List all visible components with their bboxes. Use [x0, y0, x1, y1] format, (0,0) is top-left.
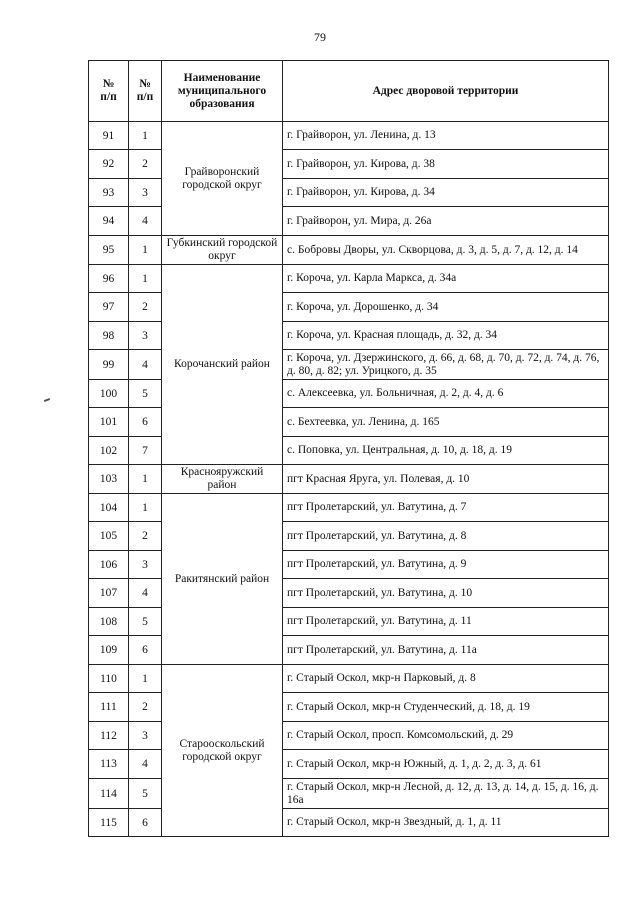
- address-cell: пгт Пролетарский, ул. Ватутина, д. 11а: [283, 636, 609, 665]
- address-cell: г. Грайворон, ул. Мира, д. 26а: [283, 207, 609, 236]
- row-number: 100: [89, 380, 129, 408]
- row-number: 91: [89, 122, 129, 150]
- row-number: 92: [89, 150, 129, 179]
- header-address: Адрес дворовой территории: [283, 61, 609, 122]
- row-number: 110: [89, 665, 129, 693]
- address-cell: пгт Красная Яруга, ул. Полевая, д. 10: [283, 465, 609, 494]
- table-row: [89, 494, 609, 522]
- address-cell: с. Поповка, ул. Центральная, д. 10, д. 18, д. 19: [283, 437, 609, 465]
- address-cell: г. Короча, ул. Красная площадь, д. 32, д. 34: [283, 322, 609, 350]
- address-cell: г. Старый Оскол, мкр-н Студенческий, д. 18, д. 19: [283, 693, 609, 722]
- row-sub-number: 1: [129, 236, 162, 265]
- row-number: 99: [89, 350, 129, 380]
- row-sub-number: 7: [129, 437, 162, 465]
- address-cell: с. Бехтеевка, ул. Ленина, д. 165: [283, 408, 609, 437]
- row-sub-number: 3: [129, 179, 162, 207]
- table-row: [89, 236, 609, 265]
- municipality-cell: Ракитянский район: [162, 494, 283, 665]
- row-number: 112: [89, 722, 129, 750]
- courtyard-registry-table: [88, 60, 609, 837]
- row-sub-number: 4: [129, 750, 162, 779]
- address-cell: г. Грайворон, ул. Кирова, д. 38: [283, 150, 609, 179]
- table-row: [89, 665, 609, 693]
- header-sub-num: № п/п: [129, 61, 162, 122]
- row-sub-number: 4: [129, 207, 162, 236]
- table-row: [89, 265, 609, 293]
- address-cell: г. Короча, ул. Дзержинского, д. 66, д. 68, д. 70, д. 72, д. 74, д. 76, д. 80, д. 82; ул. Урицкого, д. 35: [283, 350, 609, 380]
- address-cell: пгт Пролетарский, ул. Ватутина, д. 9: [283, 551, 609, 579]
- row-sub-number: 6: [129, 636, 162, 665]
- address-cell: г. Короча, ул. Дорошенко, д. 34: [283, 293, 609, 322]
- row-number: 105: [89, 522, 129, 551]
- row-number: 115: [89, 809, 129, 837]
- row-sub-number: 3: [129, 722, 162, 750]
- row-number: 103: [89, 465, 129, 494]
- row-number: 94: [89, 207, 129, 236]
- row-number: 104: [89, 494, 129, 522]
- row-sub-number: 2: [129, 150, 162, 179]
- row-sub-number: 5: [129, 380, 162, 408]
- row-number: 102: [89, 437, 129, 465]
- municipality-cell: Губкинский городской округ: [162, 236, 283, 265]
- address-cell: г. Старый Оскол, просп. Комсомольский, д. 29: [283, 722, 609, 750]
- row-sub-number: 2: [129, 522, 162, 551]
- row-sub-number: 1: [129, 465, 162, 494]
- row-number: 106: [89, 551, 129, 579]
- address-cell: г. Грайворон, ул. Кирова, д. 34: [283, 179, 609, 207]
- address-cell: пгт Пролетарский, ул. Ватутина, д. 10: [283, 579, 609, 608]
- address-cell: г. Старый Оскол, мкр-н Звездный, д. 1, д. 11: [283, 809, 609, 837]
- row-number: 93: [89, 179, 129, 207]
- row-sub-number: 1: [129, 494, 162, 522]
- address-cell: пгт Пролетарский, ул. Ватутина, д. 8: [283, 522, 609, 551]
- address-cell: пгт Пролетарский, ул. Ватутина, д. 7: [283, 494, 609, 522]
- row-sub-number: 4: [129, 350, 162, 380]
- row-sub-number: 1: [129, 122, 162, 150]
- row-number: 113: [89, 750, 129, 779]
- row-sub-number: 5: [129, 608, 162, 636]
- municipality-cell: Грайворонский городской округ: [162, 122, 283, 236]
- address-cell: г. Грайворон, ул. Ленина, д. 13: [283, 122, 609, 150]
- row-sub-number: 6: [129, 809, 162, 837]
- municipality-cell: Корочанский район: [162, 265, 283, 465]
- row-number: 97: [89, 293, 129, 322]
- row-number: 107: [89, 579, 129, 608]
- address-cell: г. Старый Оскол, мкр-н Лесной, д. 12, д. 13, д. 14, д. 15, д. 16, д. 16а: [283, 779, 609, 809]
- row-number: 108: [89, 608, 129, 636]
- table-row: [89, 465, 609, 494]
- row-sub-number: 6: [129, 408, 162, 437]
- table-header-row: [89, 61, 609, 122]
- address-cell: с. Бобровы Дворы, ул. Скворцова, д. 3, д. 5, д. 7, д. 12, д. 14: [283, 236, 609, 265]
- row-number: 95: [89, 236, 129, 265]
- page-number: 79: [314, 30, 326, 44]
- address-cell: г. Короча, ул. Карла Маркса, д. 34а: [283, 265, 609, 293]
- municipality-cell: Старооскольский городской округ: [162, 665, 283, 837]
- table-row: [89, 122, 609, 150]
- row-number: 98: [89, 322, 129, 350]
- row-sub-number: 2: [129, 693, 162, 722]
- row-number: 96: [89, 265, 129, 293]
- row-sub-number: 2: [129, 293, 162, 322]
- address-cell: пгт Пролетарский, ул. Ватутина, д. 11: [283, 608, 609, 636]
- scan-mark: [44, 398, 50, 402]
- row-sub-number: 4: [129, 579, 162, 608]
- row-sub-number: 5: [129, 779, 162, 809]
- row-sub-number: 1: [129, 665, 162, 693]
- row-sub-number: 3: [129, 322, 162, 350]
- table-body: [89, 122, 609, 837]
- row-number: 101: [89, 408, 129, 437]
- address-cell: г. Старый Оскол, мкр-н Парковый, д. 8: [283, 665, 609, 693]
- address-cell: с. Алексеевка, ул. Больничная, д. 2, д. 4, д. 6: [283, 380, 609, 408]
- header-num: № п/п: [89, 61, 129, 122]
- address-cell: г. Старый Оскол, мкр-н Южный, д. 1, д. 2, д. 3, д. 61: [283, 750, 609, 779]
- municipality-cell: Краснояружский район: [162, 465, 283, 494]
- row-sub-number: 1: [129, 265, 162, 293]
- row-number: 109: [89, 636, 129, 665]
- row-number: 114: [89, 779, 129, 809]
- row-number: 111: [89, 693, 129, 722]
- row-sub-number: 3: [129, 551, 162, 579]
- header-municipality: Наименование муниципального образования: [162, 61, 283, 122]
